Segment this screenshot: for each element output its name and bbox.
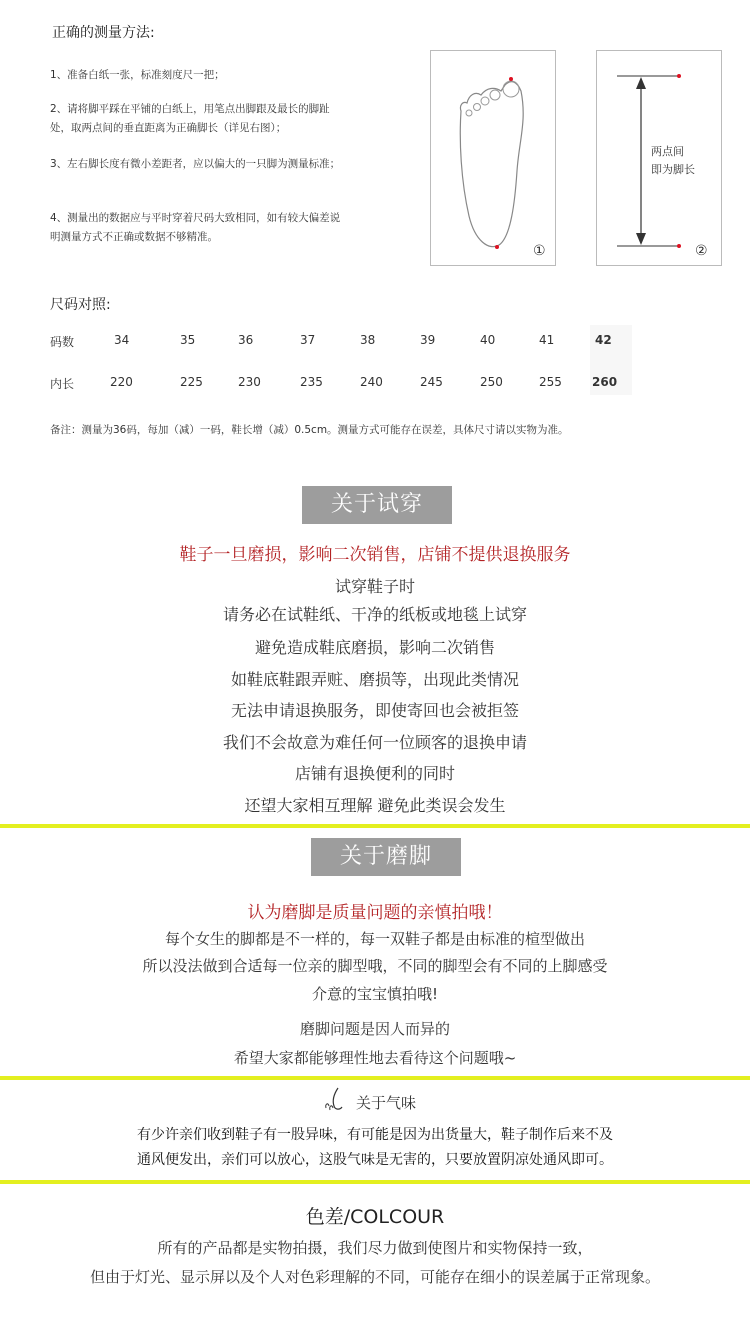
size-cell: 41 bbox=[539, 333, 555, 347]
try-on-line: 店铺有退换便利的同时 bbox=[294, 764, 455, 783]
length-cell: 260 bbox=[592, 375, 618, 389]
try-on-headline: 鞋子一旦磨损，影响二次销售，店铺不提供退换服务 bbox=[179, 545, 571, 565]
try-on-line: 无法申请退换服务，即使寄回也会被拒签 bbox=[230, 701, 519, 720]
size-cell: 42 bbox=[595, 333, 612, 347]
try-on-line: 避免造成鞋底磨损，影响二次销售 bbox=[254, 638, 495, 657]
measurement-step-3: 3、左右脚长度有微小差距者，应以偏大的一只脚为测量标准； bbox=[50, 158, 341, 170]
section-divider bbox=[0, 1076, 750, 1080]
length-label-line-1: 两点间 bbox=[651, 145, 684, 158]
measurement-step-2: 2、请将脚平踩在平铺的白纸上，用笔点出脚跟及最长的脚趾处，取两点间的垂直距离为正确脚长（详见右图）； bbox=[50, 103, 330, 134]
measurement-title: 正确的测量方法: bbox=[52, 25, 155, 41]
size-cell: 37 bbox=[300, 333, 316, 347]
section-divider bbox=[0, 824, 750, 828]
rubbing-line: 所以没法做到合适每一位亲的脚型哦，不同的脚型会有不同的上脚感受 bbox=[142, 957, 608, 975]
length-cell: 245 bbox=[420, 375, 443, 389]
odor-line: 通风便发出，亲们可以放心，这股气味是无害的，只要放置阴凉处通风即可。 bbox=[137, 1152, 613, 1168]
color-line: 但由于灯光、显示屏以及个人对色彩理解的不同，可能存在细小的误差属于正常现象。 bbox=[89, 1268, 660, 1286]
size-row-label: 码数 bbox=[50, 335, 75, 349]
color-title: 色差/COLCOUR bbox=[305, 1206, 445, 1228]
rubbing-line: 磨脚问题是因人而异的 bbox=[299, 1020, 450, 1038]
rubbing-banner: 关于磨脚 bbox=[311, 838, 461, 876]
nose-icon bbox=[322, 1086, 348, 1114]
rubbing-line: 希望大家都能够理性地去看待这个问题哦~ bbox=[233, 1049, 517, 1067]
length-row-label: 内长 bbox=[50, 377, 75, 391]
size-cell: 34 bbox=[114, 333, 130, 347]
length-cell: 240 bbox=[360, 375, 383, 389]
size-cell: 35 bbox=[180, 333, 196, 347]
size-cell: 38 bbox=[360, 333, 376, 347]
length-cell: 235 bbox=[300, 375, 323, 389]
try-on-line: 我们不会故意为难任何一位顾客的退换申请 bbox=[222, 733, 527, 752]
foot-diagram bbox=[430, 50, 556, 266]
size-cell: 40 bbox=[480, 333, 496, 347]
try-on-line: 如鞋底鞋跟弄赃、磨损等，出现此类情况 bbox=[230, 670, 519, 689]
length-cell: 225 bbox=[180, 375, 203, 389]
length-cell: 250 bbox=[480, 375, 503, 389]
try-on-line: 请务必在试鞋纸、干净的纸板或地毯上试穿 bbox=[222, 605, 527, 624]
try-on-line: 试穿鞋子时 bbox=[334, 577, 415, 596]
length-label-line-2: 即为脚长 bbox=[651, 163, 695, 176]
length-cell: 230 bbox=[238, 375, 261, 389]
length-cell: 255 bbox=[539, 375, 562, 389]
try-on-line: 还望大家相互理解 避免此类误会发生 bbox=[244, 796, 506, 815]
size-chart-title: 尺码对照: bbox=[50, 297, 111, 313]
length-diagram bbox=[596, 50, 722, 266]
length-row bbox=[50, 367, 640, 407]
size-note: 备注：测量为36码，每加（减）一码，鞋长增（减）0.5cm。测量方式可能存在误差，具体尺寸请以实物为准。 bbox=[50, 424, 569, 436]
measurement-step-1: 1、准备白纸一张，标准刻度尺一把； bbox=[50, 69, 225, 81]
measurement-step-4: 4、测量出的数据应与平时穿着尺码大致相同，如有较大偏差说明测量方式不正确或数据不够精准。 bbox=[50, 212, 341, 243]
odor-line: 有少许亲们收到鞋子有一股异味，有可能是因为出货量大，鞋子制作后来不及 bbox=[137, 1127, 613, 1143]
odor-title: 关于气味 bbox=[356, 1094, 417, 1112]
rubbing-line: 每个女生的脚都是不一样的，每一双鞋子都是由标准的楦型做出 bbox=[164, 930, 585, 948]
color-line: 所有的产品都是实物拍摄，我们尽力做到使图片和实物保持一致， bbox=[157, 1239, 593, 1257]
rubbing-line: 介意的宝宝慎拍哦! bbox=[311, 985, 438, 1003]
try-on-banner: 关于试穿 bbox=[302, 486, 452, 524]
diagram-1-number: ① bbox=[533, 243, 546, 259]
foot-outline-icon bbox=[431, 51, 555, 265]
size-row bbox=[50, 325, 640, 365]
length-cell: 220 bbox=[110, 375, 133, 389]
size-cell: 36 bbox=[238, 333, 254, 347]
rubbing-headline: 认为磨脚是质量问题的亲慎拍哦！ bbox=[247, 903, 503, 923]
diagram-2-number: ② bbox=[695, 243, 708, 259]
size-cell: 39 bbox=[420, 333, 436, 347]
section-divider bbox=[0, 1180, 750, 1184]
